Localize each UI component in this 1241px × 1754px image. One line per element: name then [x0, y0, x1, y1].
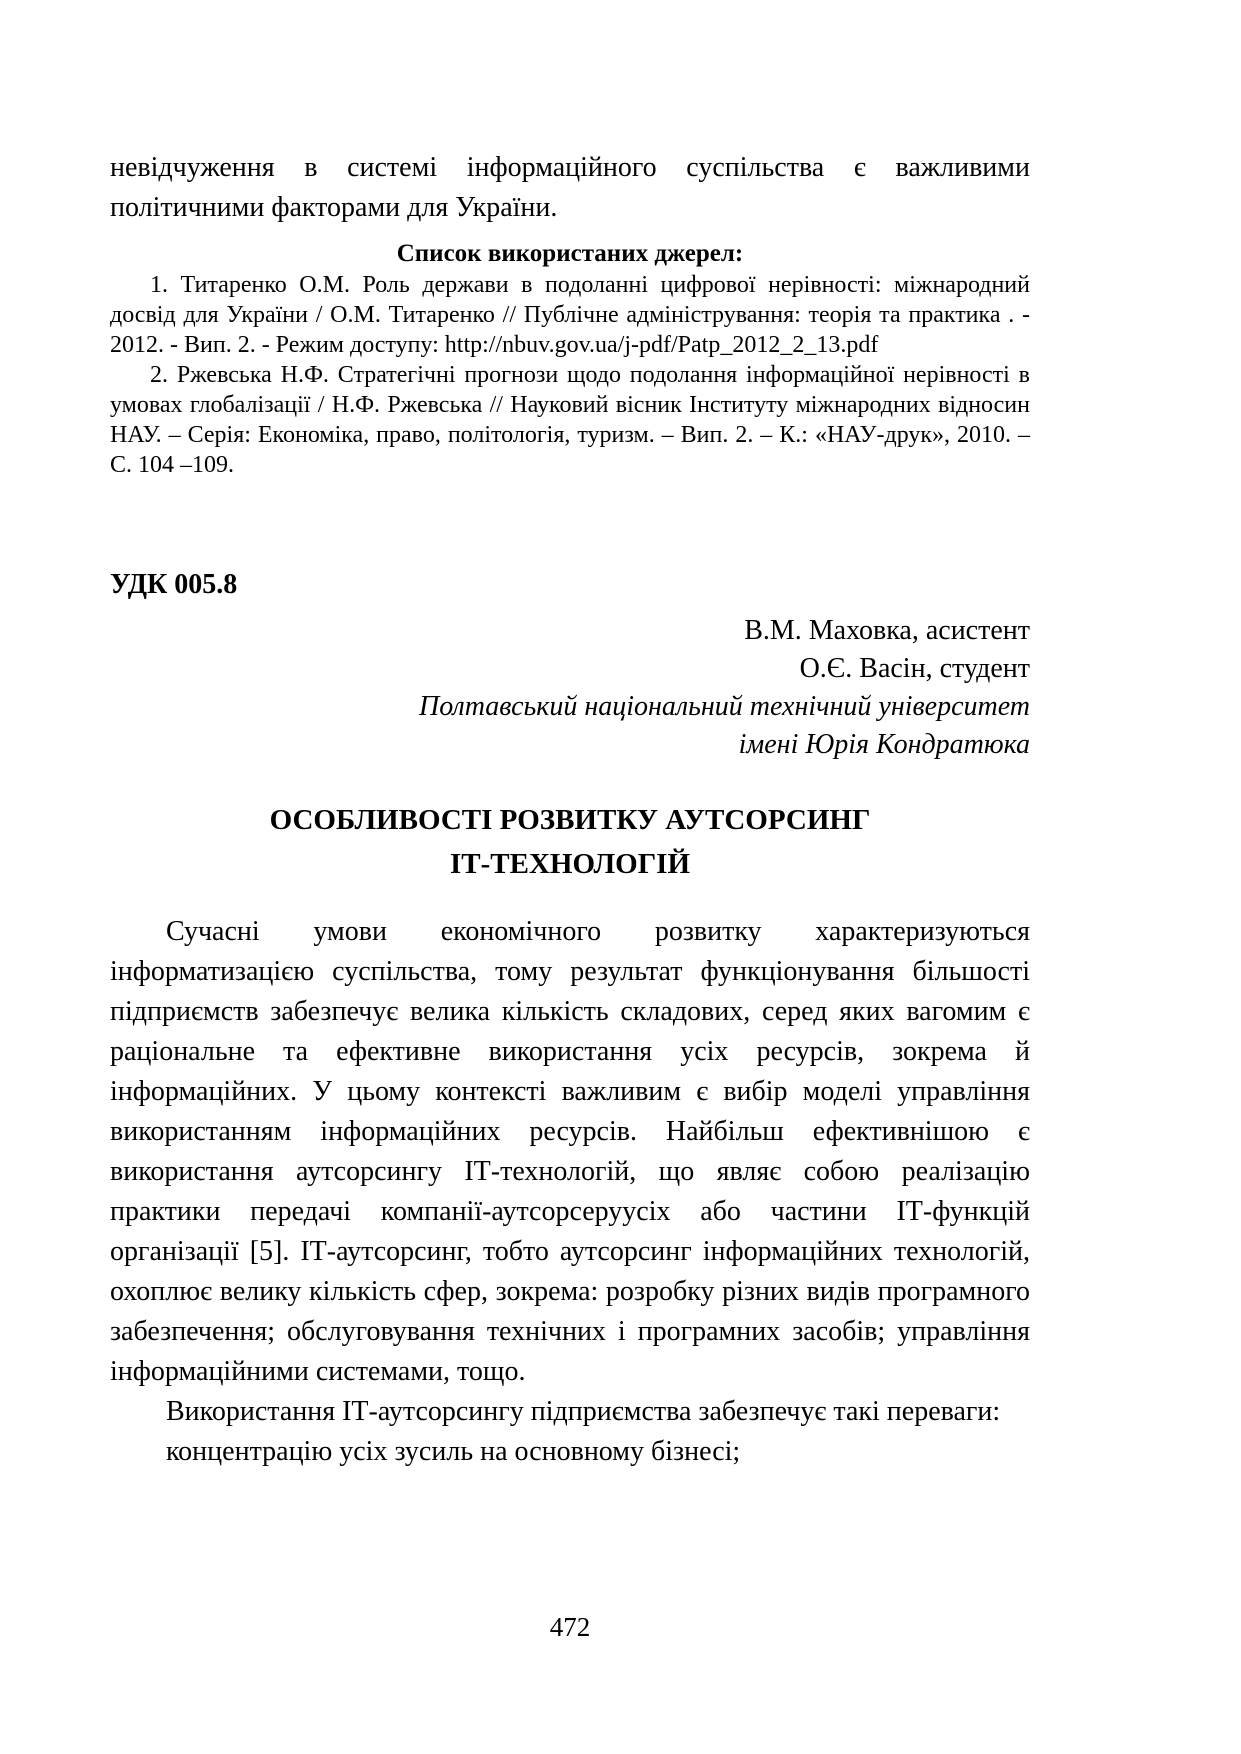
authors-block — [110, 612, 1030, 688]
affiliation-block — [110, 688, 1030, 764]
article-paragraph-3: концентрацію усіх зусиль на основному бізнесі; — [166, 1436, 741, 1467]
author-line-2: О.Є. Васін, студент — [799, 653, 1030, 684]
article-title — [110, 798, 1030, 886]
page-content — [110, 148, 1030, 1472]
article-title-line-2: ІТ-ТЕХНОЛОГІЙ — [449, 848, 691, 880]
page-number: 472 — [549, 1612, 591, 1642]
udk-code: УДК 005.8 — [110, 569, 238, 600]
reference-item-1: 1. Титаренко О.М. Роль держави в подоланні цифрової нерівності: міжнародний досвід для України / О.М. Титаренко // Публічне адміністрування: теорія та практика . - 2012. - Вип. 2. - Режим доступу: http://nbuv.gov.ua/j-pdf/Patp_2012_2_13.pdf — [110, 272, 1030, 358]
article-paragraph-2: Використання ІТ-аутсорсингу підприємства забезпечує такі переваги: — [166, 1396, 1001, 1427]
author-line-1: В.М. Маховка, асистент — [744, 615, 1030, 646]
affiliation-line-1: Полтавський національний технічний університет — [419, 691, 1030, 722]
article-paragraph-1: Сучасні умови економічного розвитку характеризуються інформатизацією суспільства, тому результат функціонування більшості підприємств забезпечує велика кількість складових, серед яких вагомим є раціональне та ефективне використання усіх ресурсів, зокрема й інформаційних. У цьому контексті важливим є вибір моделі управління використанням інформаційних ресурсів. Найбільш ефективнішою є використання аутсорсингу ІТ-технологій, що являє собою реалізацію практики передачі компанії-аутсорсеруусіх або частини ІТ-функцій організації [5]. ІТ-аутсорсинг, тобто аутсорсинг інформаційних технологій, охоплює велику кількість сфер, зокрема: розробку різних видів програмного забезпечення; обслуговування технічних і програмних засобів; управління інформаційними системами, тощо. — [110, 916, 1030, 1387]
article-body — [110, 912, 1030, 1472]
affiliation-line-2: імені Юрія Кондратюка — [738, 729, 1030, 760]
prev-article-closing-paragraph: невідчуження в системі інформаційного суспільства є важливими політичними факторами для України. — [110, 152, 1030, 223]
references-heading: Список використаних джерел: — [396, 240, 744, 267]
reference-item-2: 2. Ржевська Н.Ф. Стратегічні прогнози щодо подолання інформаційної нерівності в умовах глобалізації / Н.Ф. Ржевська // Науковий вісник Інституту міжнародних відносин НАУ. – Серія: Економіка, право, політологія, туризм. – Вип. 2. – К.: «НАУ-друк», 2010. – С. 104 –109. — [110, 362, 1030, 478]
article-title-line-1: ОСОБЛИВОСТІ РОЗВИТКУ АУТСОРСИНГ — [269, 804, 871, 836]
